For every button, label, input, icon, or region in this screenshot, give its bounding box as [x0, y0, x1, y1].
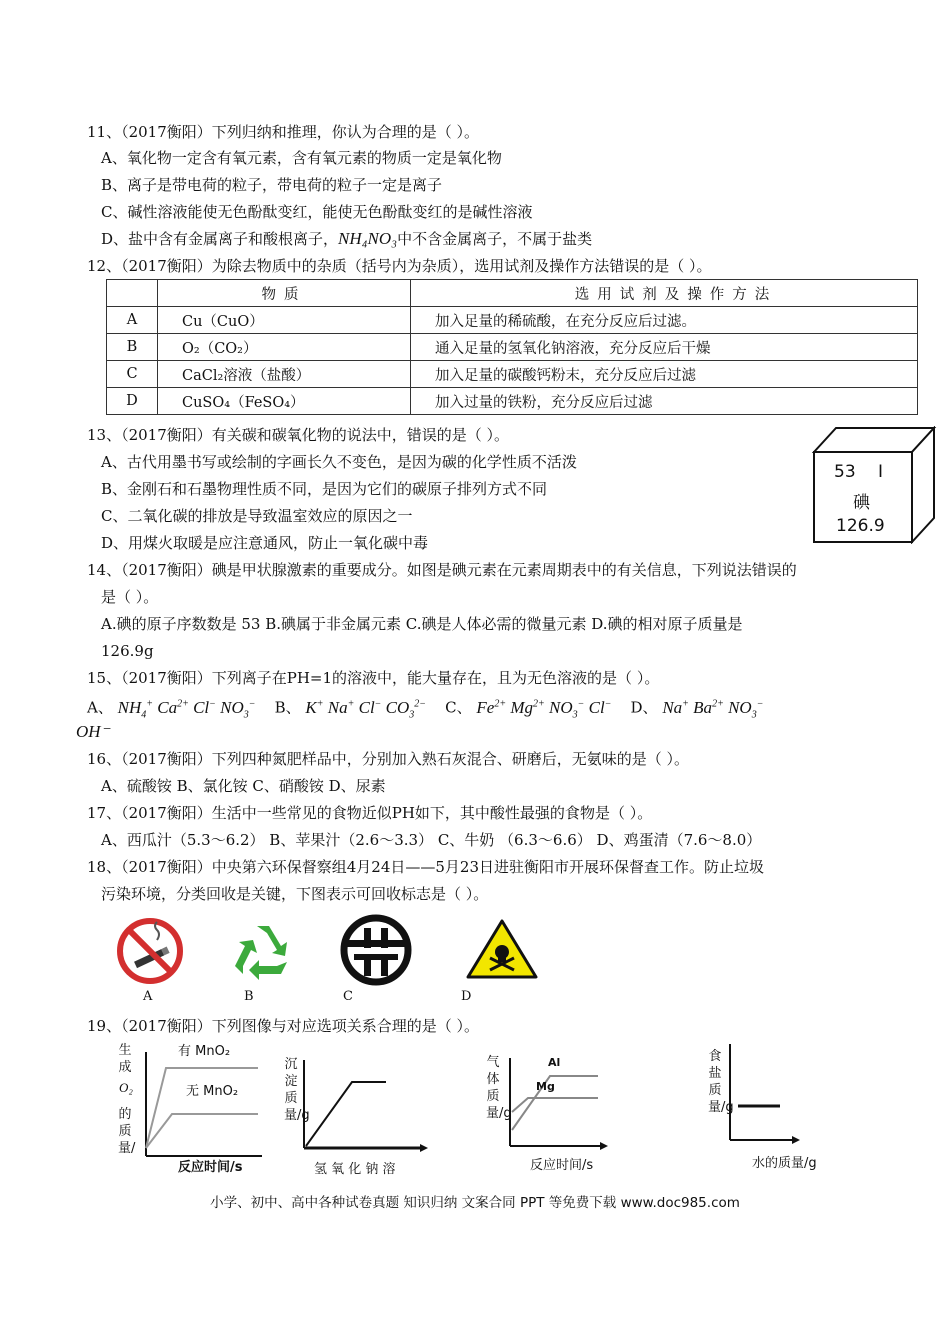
table-row — [107, 334, 918, 361]
q15-ions-d: Na+ $Ba^{2+}$ $NO_3^-$ — [662, 697, 764, 721]
table-cell: CuSO₄（FeSO₄） — [158, 388, 411, 415]
g2-y-label: 沉淀质量/g — [284, 1057, 310, 1123]
table-cell: Cu（CuO） — [158, 307, 411, 334]
g1-line2-label: 无 MnO₂ — [186, 1084, 239, 1099]
q14-stem-cont: 是（ ）。 — [101, 588, 159, 606]
q16-options: A、硫酸铵 B、氯化铵 C、硝酸铵 D、尿素 — [101, 777, 386, 795]
q11-option-b: B、离子是带电荷的粒子，带电荷的粒子一定是离子 — [101, 176, 443, 194]
q15-ions-b: K+ Na+ Cl− $CO_3^{2-}$ — [305, 697, 427, 721]
q14-stem: 14、（2017衡阳）碘是甲状腺激素的重要成分。如图是碘元素在元素周期表中的有关信息，下列说法错误的 — [87, 561, 797, 579]
q15-label-a: A、 — [87, 698, 113, 717]
q13-option-a: A、古代用墨书写或绘制的字画长久不变色，是因为碳的化学性质不活泼 — [101, 453, 577, 471]
q14-options-cont: 126.9g — [101, 642, 154, 660]
q17-stem: 17、（2017衡阳）生活中一些常见的食物近似PH如下，其中酸性最强的食物是（ ）。 — [87, 804, 653, 822]
element-symbol: I — [878, 462, 884, 482]
table-cell: O₂（CO₂） — [158, 334, 411, 361]
q11-option-d-post: 中不含金属离子，不属于盐类 — [397, 230, 593, 248]
toxic-warning-icon — [466, 918, 538, 980]
g4-y-label: 食盐质量/g — [708, 1049, 734, 1115]
graph-4 — [700, 1044, 830, 1174]
no-smoking-icon — [117, 918, 183, 984]
page-footer: 小学、初中、高中各种试卷真题 知识归纳 文案合同 PPT 等免费下载 www.doc985.com — [210, 1195, 740, 1211]
q14-options: A.碘的原子序数数是 53 B.碘属于非金属元素 C.碘是人体必需的微量元素 D.碘的相对原子质量是 — [101, 615, 743, 633]
element-name: 碘 — [853, 493, 870, 513]
table-cell: 加入足量的稀硫酸，在充分反应后过滤。 — [411, 307, 918, 334]
q18-label-a: A — [143, 989, 153, 1004]
element-card — [812, 426, 938, 544]
table-row — [107, 388, 918, 415]
table-cell: CaCl₂溶液（盐酸） — [158, 361, 411, 388]
g1-y-label2: 的质量/ — [118, 1107, 136, 1156]
q16-stem: 16、（2017衡阳）下列四种氮肥样品中，分别加入熟石灰混合、研磨后，无氨味的是（ ）。 — [87, 750, 690, 768]
g3-y-label: 气体质量/g — [486, 1055, 512, 1121]
g3-line1-label: Al — [548, 1056, 561, 1069]
q12-stem: 12、（2017衡阳）为除去物质中的杂质（括号内为杂质），选用试剂及操作方法错误的是（ ）。 — [87, 257, 712, 275]
table-cell: A — [107, 307, 158, 334]
table-header: 物质 — [158, 280, 411, 307]
g2-x-label: 氢 氧 化 钠 溶 — [314, 1162, 396, 1177]
q15-label-b: B、 — [274, 698, 301, 717]
q15-ions-a: $NH_4^+$ $Ca^{2+}$ Cl− $NO_3^-$ — [117, 697, 256, 721]
q13-option-b: B、金刚石和石墨物理性质不同，是因为它们的碳原子排列方式不同 — [101, 480, 548, 498]
table-cell: 加入足量的碳酸钙粉末，充分反应后过滤 — [411, 361, 918, 388]
table-cell: C — [107, 361, 158, 388]
g1-x-label: 反应时间/s — [178, 1160, 243, 1175]
table-cell: D — [107, 388, 158, 415]
q13-option-c: C、二氧化碳的排放是导致温室效应的原因之一 — [101, 507, 413, 525]
g1-y-formula: O₂ — [119, 1080, 133, 1095]
q13-option-d: D、用煤火取暖是应注意通风，防止一氧化碳中毒 — [101, 534, 429, 552]
q13-stem: 13、（2017衡阳）有关碳和碳氧化物的说法中，错误的是（ ）。 — [87, 426, 510, 444]
q15-label-c: C、 — [445, 698, 472, 717]
table-header: 选用试剂及操作方法 — [411, 280, 918, 307]
table-cell: 通入足量的氢氧化钠溶液，充分反应后干燥 — [411, 334, 918, 361]
q19-stem: 19、（2017衡阳）下列图像与对应选项关系合理的是（ ）。 — [87, 1017, 480, 1035]
element-mass: 126.9 — [836, 516, 885, 536]
q11-option-d — [101, 229, 592, 249]
table-cell: 加入过量的铁粉，充分反应后过滤 — [411, 388, 918, 415]
graph-3 — [480, 1050, 610, 1172]
g3-x-label: 反应时间/s — [530, 1158, 594, 1173]
circle-symbol-icon — [340, 914, 412, 986]
table-header-row — [107, 280, 918, 307]
table-cell: B — [107, 334, 158, 361]
graph-2 — [280, 1052, 430, 1182]
g1-y-label: 生成 — [118, 1043, 132, 1075]
graph-1 — [116, 1040, 266, 1180]
q18-stem-cont: 污染环境，分类回收是关键，下图表示可回收标志是（ ）。 — [101, 885, 489, 903]
table-row — [107, 307, 918, 334]
recycle-icon — [229, 920, 297, 980]
q15-label-d: D、 — [630, 698, 658, 717]
element-number: 53 — [834, 462, 856, 482]
q11-formula: NH₄NO₃ — [338, 229, 398, 248]
q12-table — [106, 279, 918, 415]
q15-options — [87, 694, 763, 725]
q15-ions-d-cont: OH⁻ — [76, 722, 110, 741]
q11-option-a: A、氧化物一定含有氧元素，含有氧元素的物质一定是氧化物 — [101, 149, 502, 167]
q11-stem: 11、（2017衡阳）下列归纳和推理，你认为合理的是（ ）。 — [87, 123, 480, 141]
q15-ions-c: $Fe^{2+}$ $Mg^{2+}$ $NO_3^-$ Cl− — [476, 697, 612, 721]
g3-line2-label: Mg — [536, 1080, 555, 1093]
g4-x-label: 水的质量/g — [752, 1156, 817, 1171]
table-header — [107, 280, 158, 307]
table-row — [107, 361, 918, 388]
q18-label-b: B — [244, 989, 254, 1004]
q18-stem: 18、（2017衡阳）中央第六环保督察组4月24日——5月23日进驻衡阳市开展环保督查工作。防止垃圾 — [87, 858, 765, 876]
g1-line1-label: 有 MnO₂ — [178, 1044, 231, 1059]
q11-option-d-pre: D、盐中含有金属离子和酸根离子， — [101, 230, 339, 248]
q18-label-c: C — [343, 989, 353, 1004]
q17-options: A、西瓜汁（5.3～6.2） B、苹果汁（2.6～3.3） C、牛奶 （6.3～6.6） D、鸡蛋清（7.6～8.0） — [101, 831, 762, 849]
q15-stem: 15、（2017衡阳）下列离子在PH=1的溶液中，能大量存在，且为无色溶液的是（ ）。 — [87, 669, 660, 687]
q11-option-c: C、碱性溶液能使无色酚酞变红，能使无色酚酞变红的是碱性溶液 — [101, 203, 533, 221]
q18-label-d: D — [461, 989, 472, 1004]
